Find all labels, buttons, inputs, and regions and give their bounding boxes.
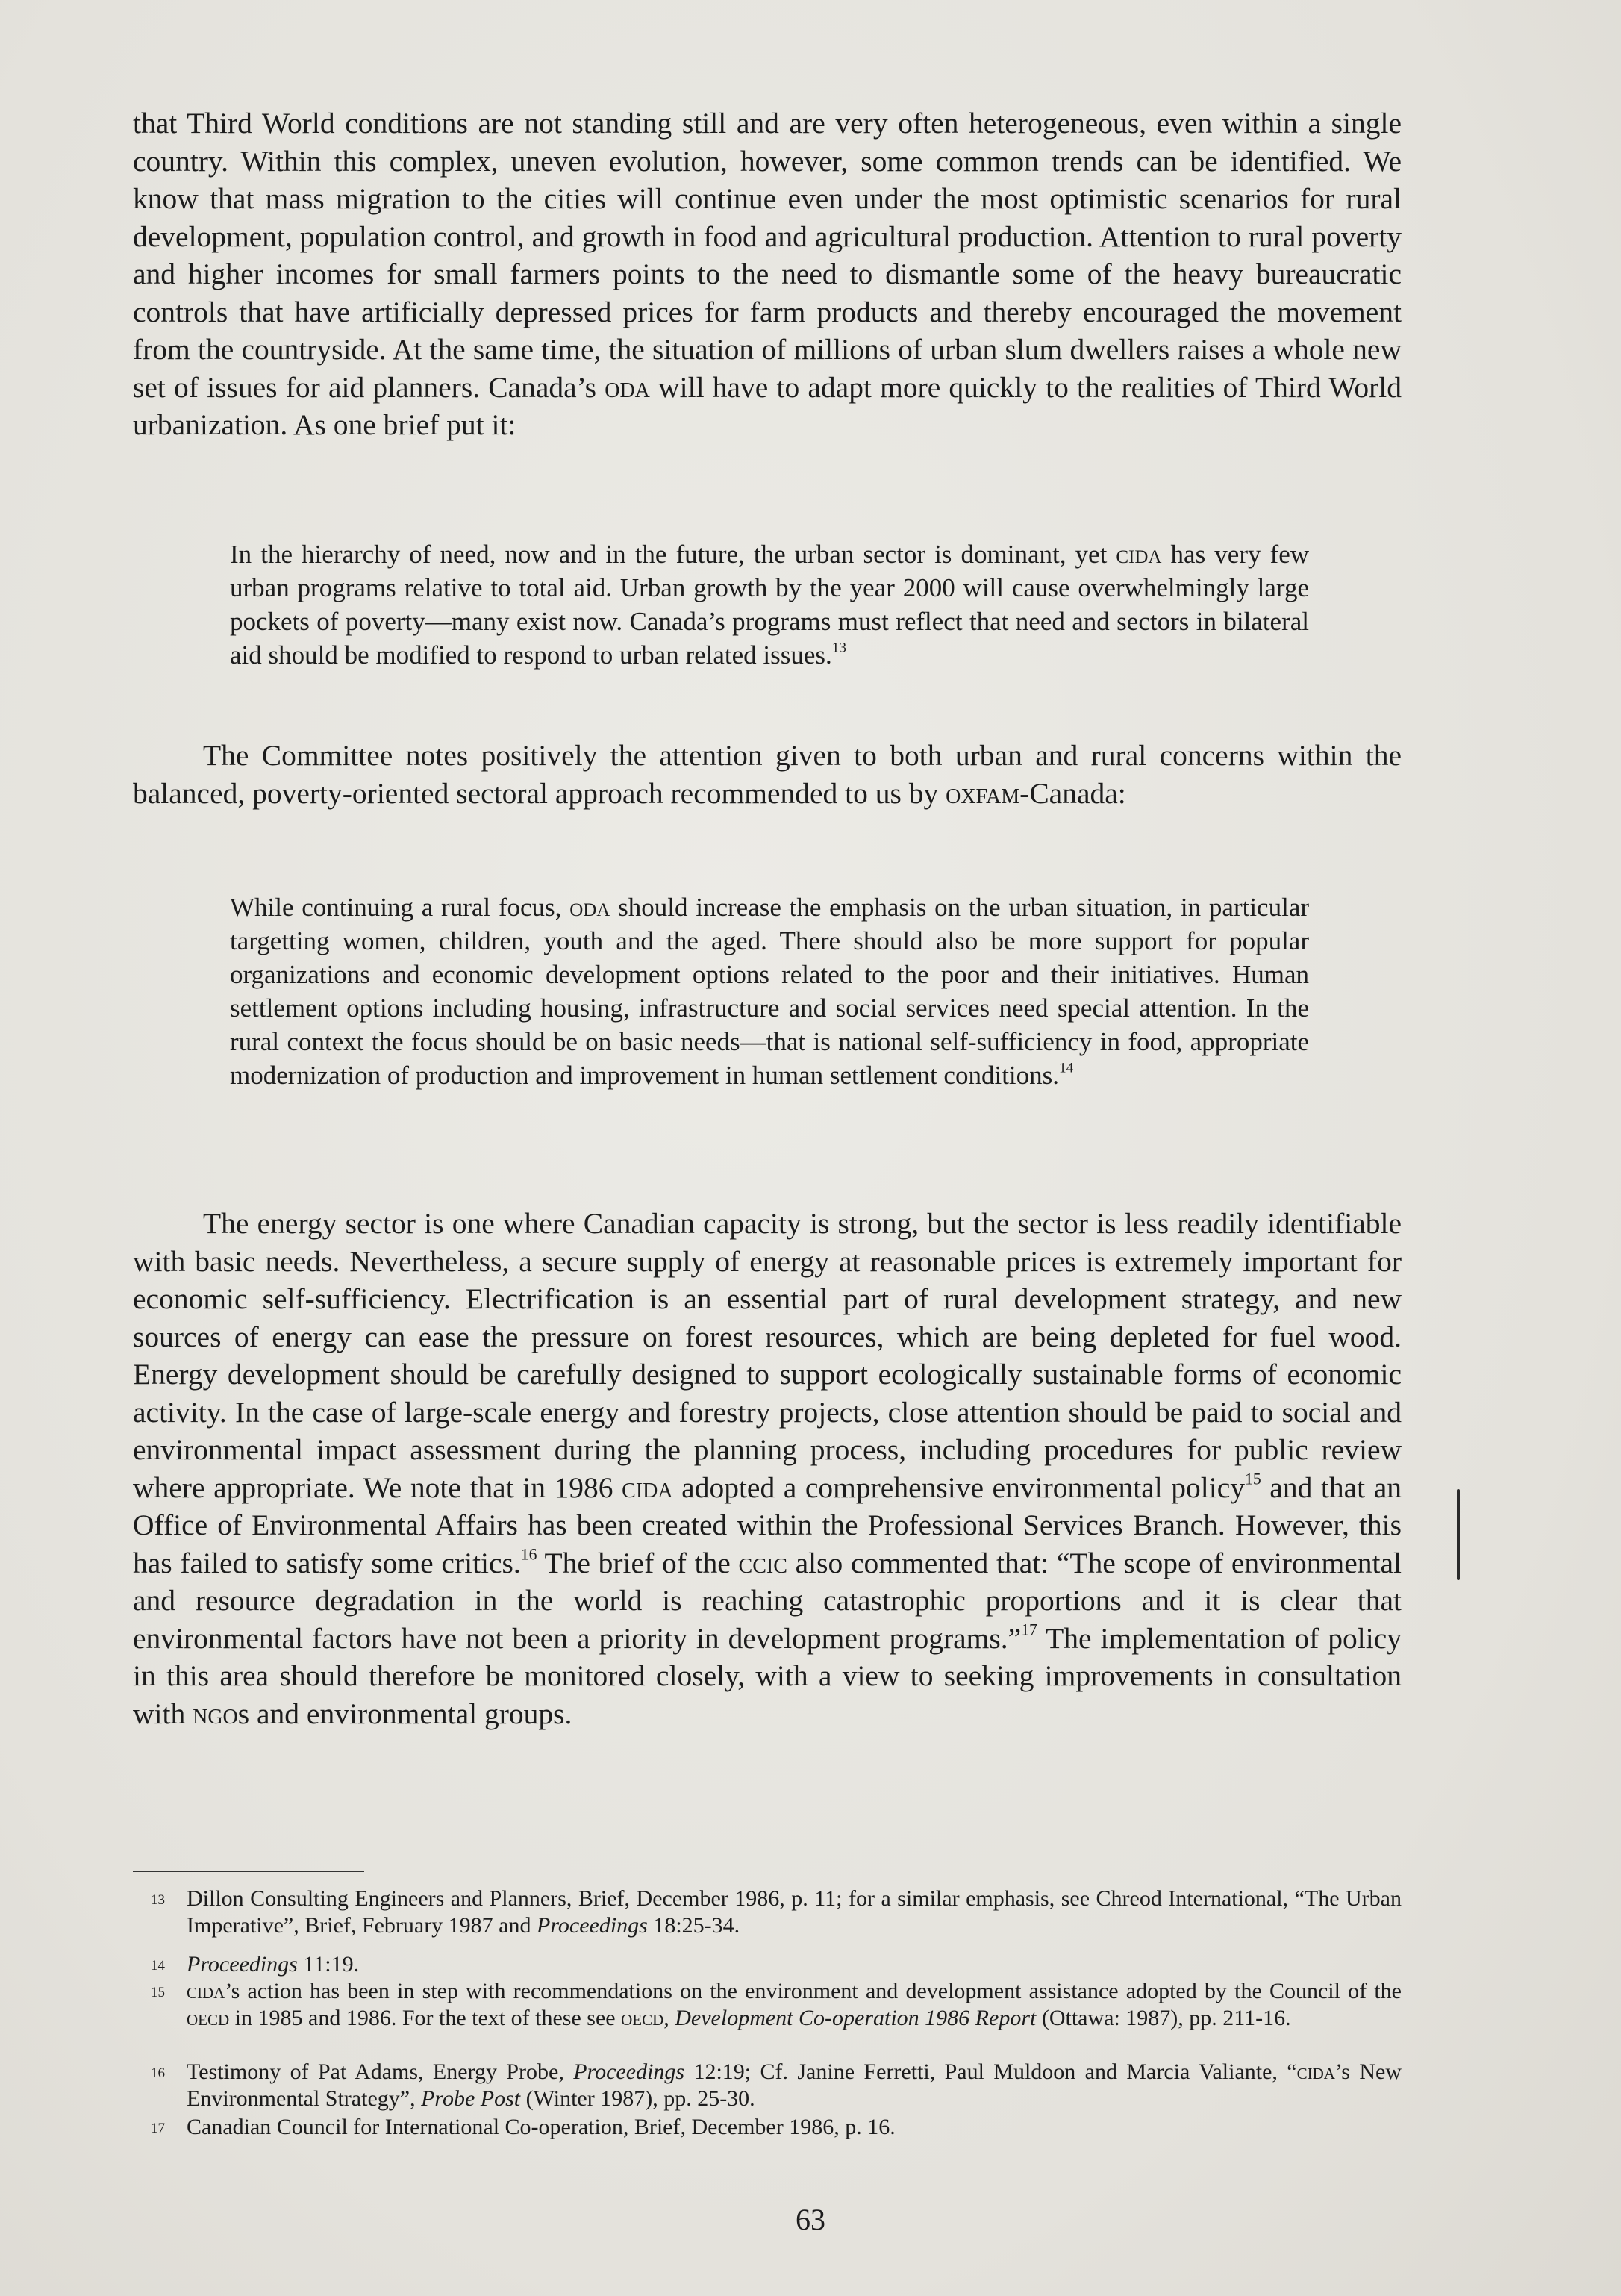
- footnote-rule: [133, 1871, 364, 1872]
- blockquote-urban-sector: [230, 537, 1309, 672]
- text: Dillon Consulting Engineers and Planners, Brief, December 1986, p. 11; for a similar emphasis, see Chreod International, “The Urban Imperative”, Brief, February 1987 and: [187, 1886, 1402, 1938]
- paragraph-urbanization: [133, 104, 1402, 444]
- text: -Canada:: [1019, 776, 1126, 810]
- footnote-number: 14: [151, 1958, 165, 1974]
- acronym-cida: cida: [187, 1979, 225, 2003]
- text: ,: [663, 2006, 675, 2030]
- footnote-ref-16: 16: [520, 1545, 537, 1564]
- text: In the hierarchy of need, now and in the future, the urban sector is dominant, yet: [230, 540, 1116, 569]
- acronym-cida: cida: [1116, 540, 1162, 569]
- acronym-ccic: ccic: [738, 1546, 787, 1579]
- acronym-oecd: oecd: [621, 2006, 664, 2030]
- margin-change-bar: [1457, 1489, 1460, 1580]
- text: that Third World conditions are not standing still and are very often heterogeneous, even within a single country. Within this complex, uneven evolution, however, some common trends can be identified. We know that mass migration to the cities will continue even under the most optimistic scenarios for rural development, population control, and growth in food and agricultural production. Attention to rural poverty and higher incomes for small farmers points to the need to dismantle some of the heavy bureaucratic controls that have artificially depressed prices for farm products and thereby encouraged the movement from the countryside. At the same time, the situation of millions of urban slum dwellers raises a whole new set of issues for aid planners. Canada’s: [133, 107, 1402, 404]
- text: 12:19; Cf. Janine Ferretti, Paul Muldoon and Marcia Valiante, “: [684, 2059, 1297, 2084]
- paragraph-committee-notes: [133, 737, 1402, 812]
- footnote-ref-17: 17: [1021, 1620, 1037, 1639]
- acronym-cida: cida: [622, 1470, 673, 1504]
- blockquote-oxfam: [230, 890, 1309, 1092]
- text: 18:25-34.: [647, 1913, 740, 1938]
- text: 11:19.: [297, 1952, 360, 1977]
- footnote-number: 13: [151, 1892, 165, 1908]
- text: While continuing a rural focus,: [230, 893, 570, 922]
- text-italic: Proceedings: [187, 1952, 298, 1977]
- paragraph-energy-sector: [133, 1205, 1402, 1732]
- acronym-cida: cida: [1296, 2059, 1335, 2084]
- text: Canadian Council for International Co-operation, Brief, December 1986, p. 16.: [187, 2115, 896, 2139]
- footnote-ref-13: 13: [831, 640, 847, 656]
- footnote-number: 15: [151, 1985, 165, 2000]
- text: Testimony of Pat Adams, Energy Probe,: [187, 2059, 574, 2084]
- text-italic: Proceedings: [537, 1913, 648, 1938]
- text: should increase the emphasis on the urban situation, in particular targetting women, children, youth and the aged. There should also be more support for popular organizations and economic development options related to the poor and their initiatives. Human settlement options including housing, infrastructure and social services need special attention. In the rural context the focus should be on basic needs—that is national self-sufficiency in food, appropriate modernization of production and improvement in human settlement conditions.: [230, 893, 1310, 1090]
- text: and that an Office of Environmental Affairs has been created within the Professional Services Branch. However, this has failed to satisfy some critics.: [133, 1470, 1402, 1579]
- text: The Committee notes positively the attention given to both urban and rural concerns within the balanced, poverty-oriented sectoral approach recommended to us by: [133, 739, 1402, 810]
- text: The brief of the: [537, 1546, 739, 1579]
- text: The energy sector is one where Canadian capacity is strong, but the sector is less readily identifiable with basic needs. Nevertheless, a secure supply of energy at reasonable prices is extremely important for economic self-sufficiency. Electrification is an essential part of rural development strategy, and new sources of energy can ease the pressure on forest resources, which are being depleted for fuel wood. Energy development should be carefully designed to support ecologically sustainable forms of economic activity. In the case of large-scale energy and forestry projects, close attention should be paid to social and environmental impact assessment during the planning process, including procedures for public review where appropriate. We note that in 1986: [133, 1207, 1402, 1504]
- footnote-number: 16: [151, 2065, 165, 2081]
- footnote-16: [133, 2059, 1402, 2112]
- text: (Ottawa: 1987), pp. 211-16.: [1036, 2006, 1291, 2030]
- text: has very few urban programs relative to total aid. Urban growth by the year 2000 will cause overwhelmingly large pockets of poverty—many exist now. Canada’s programs must reflect that need and sectors in bilateral aid should be modified to respond to urban related issues.: [230, 540, 1310, 670]
- acronym-oecd: oecd: [187, 2006, 230, 2030]
- text: ’s New Environmental Strategy”,: [187, 2059, 1402, 2111]
- acronym-oxfam: oxfam: [946, 776, 1020, 810]
- acronym-ngo: ngo: [193, 1697, 238, 1730]
- text: (Winter 1987), pp. 25-30.: [520, 2086, 755, 2111]
- page-number: 63: [796, 2203, 825, 2236]
- text: s and environmental groups.: [237, 1697, 572, 1730]
- footnote-ref-14: 14: [1059, 1060, 1074, 1076]
- text-italic: Probe Post: [421, 2086, 521, 2111]
- text: adopted a comprehensive environmental policy: [672, 1470, 1246, 1504]
- text: ’s action has been in step with recommendations on the environment and development assistance adopted by the Council of the: [225, 1979, 1402, 2003]
- footnote-17: [133, 2114, 1402, 2141]
- text: The implementation of policy in this area should therefore be monitored closely, with a view to seeking improvements in consultation with: [133, 1621, 1402, 1730]
- text: will have to adapt more quickly to the realities of Third World urbanization. As one brief put it:: [133, 370, 1402, 441]
- footnote-15: [133, 1978, 1402, 2032]
- footnote-14: [133, 1951, 1402, 1978]
- footnote-number: 17: [151, 2121, 165, 2136]
- text-italic: Proceedings: [573, 2059, 685, 2084]
- acronym-oda: oda: [605, 370, 650, 404]
- footnote-ref-15: 15: [1245, 1470, 1261, 1488]
- text: also commented that: “The scope of environmental and resource degradation in the world is reaching catastrophic proportions and it is clear that environmental factors have not been a priority in development programs.”: [133, 1546, 1402, 1655]
- text-italic: Development Co-operation 1986 Report: [675, 2006, 1037, 2030]
- footnote-13: [133, 1885, 1402, 1939]
- text: in 1985 and 1986. For the text of these see: [229, 2006, 622, 2030]
- acronym-oda: oda: [569, 893, 610, 922]
